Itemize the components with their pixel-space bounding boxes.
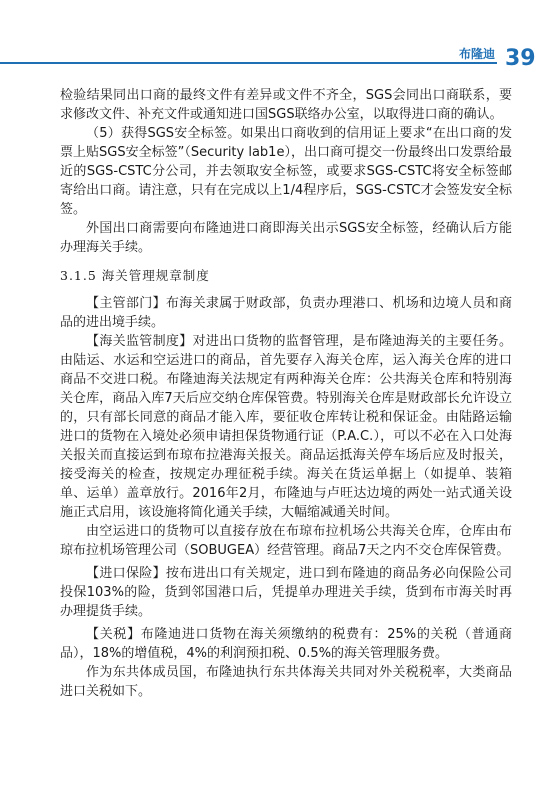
paragraph-security-label: （5）获得SGS安全标签。如果出口商收到的信用证上要求“在出口商的发票上贴SGS安全标签”（Security lab1e），出口商可提交一份最终出口发票给最近的SGS-CSTC分公司，并去领取安全标签，或要求SGS-CSTC将安全标签邮寄给出口商。请注意，只有在完成以上1/4程序后，SGS-CSTC才会签发安全标签。 bbox=[60, 126, 512, 217]
paragraph-eac: 作为东共体成员国，布隆迪执行东共体海关共同对外关税税率，大类商品进口关税如下。 bbox=[60, 665, 512, 699]
page-number: 39 bbox=[505, 46, 536, 71]
paragraph-exporter: 外国出口商需要向布隆迪进口商即海关出示SGS安全标签，经确认后方能办理海关手续。 bbox=[60, 221, 512, 255]
page-body bbox=[60, 86, 512, 701]
paragraph-tariff: 【关税】布隆迪进口货物在海关须缴纳的税费有：25%的关税（普通商品），18%的增值税，4%的利润预扣税、0.5%的海关管理服务费。 bbox=[60, 627, 512, 661]
header-title: 布隆迪 bbox=[458, 47, 495, 61]
paragraph-insurance: 【进口保险】按布进出口有关规定，进口到布隆迪的商品务必向保险公司投保103%的险，货到邻国港口后，凭提单办理进关手续，货到布市海关时再办理提货手续。 bbox=[60, 566, 512, 619]
section-heading: 3.1.5 海关管理规章制度 bbox=[60, 268, 210, 283]
header-rule bbox=[0, 62, 497, 64]
paragraph-authority: 【主管部门】布海关隶属于财政部，负责办理港口、机场和边境人员和商品的进出境手续。 bbox=[60, 296, 512, 330]
paragraph-air-cargo: 由空运进口的货物可以直接存放在布琼布拉机场公共海关仓库，仓库由布琼布拉机场管理公司（SOBUGEA）经营管理。商品7天之内不交仓库保管费。 bbox=[60, 524, 512, 558]
running-header bbox=[0, 47, 559, 63]
paragraph-continuation: 检验结果同出口商的最终文件有差异或文件不齐全，SGS会同出口商联系，要求修改文件、补充文件或通知进口国SGS联络办公室，以取得进口商的确认。 bbox=[60, 88, 512, 122]
paragraph-supervision: 【海关监管制度】对进出口货物的监督管理，是布隆迪海关的主要任务。由陆运、水运和空运进口的商品，首先要存入海关仓库，运入海关仓库的进口商品不交进口税。布隆迪海关法规定有两种海关仓库：公共海关仓库和特别海关仓库，商品入库7天后应交纳仓库保管费。特别海关仓库是财政部长允许设立的，只有部长同意的商品才能入库，要征收仓库转让税和保证金。由陆路运输进口的货物在入境处必须申请担保货物通行证（P.A.C.），可以不必在入口处海关报关而直接运到布琼布拉港海关报关。商品运抵海关停车场后应及时报关，接受海关的检查，按规定办理征税手续。海关在货运单据上（如提单、装箱单、运单）盖章放行。2016年2月，布隆迪与卢旺达边境的两处一站式通关设施正式启用，该设施将简化通关手续，大幅缩减通关时间。 bbox=[60, 334, 512, 520]
